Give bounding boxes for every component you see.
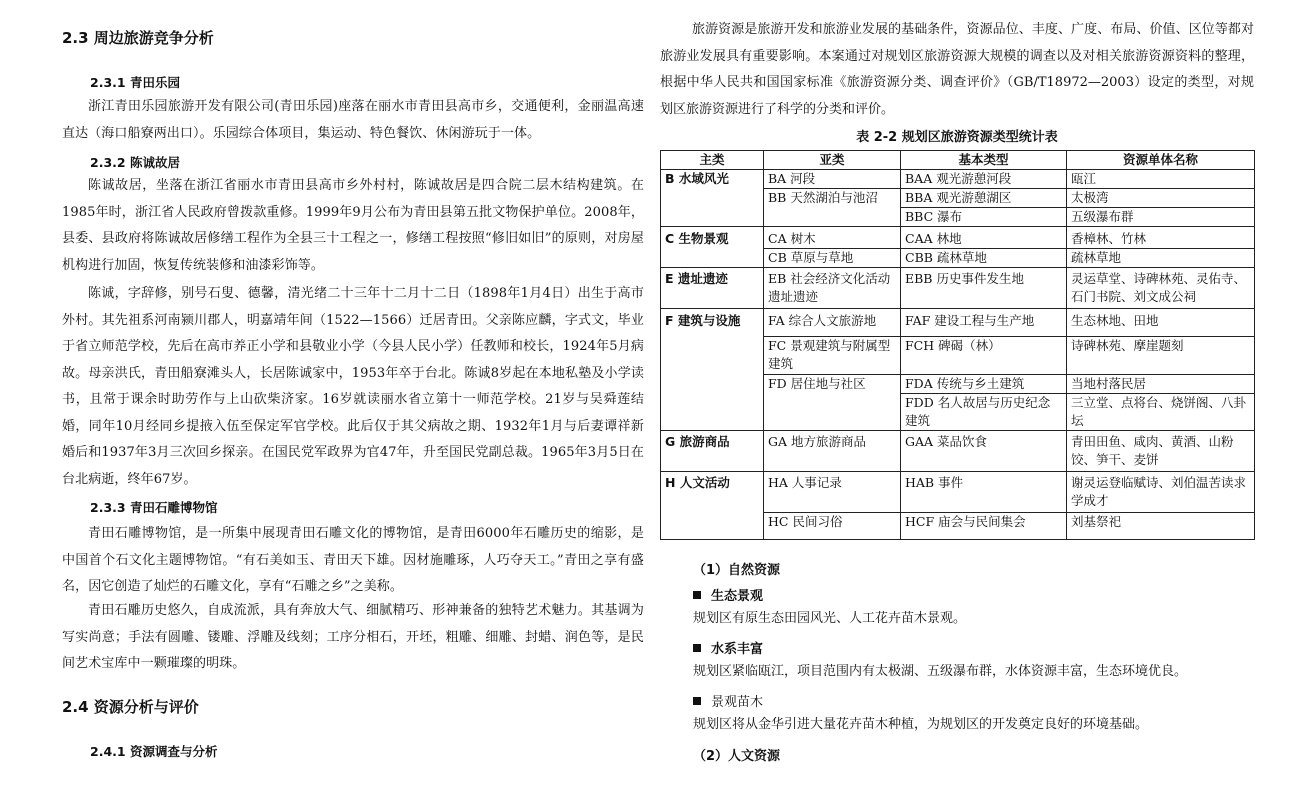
cell-name: 诗碑林苑、摩崖题刻 xyxy=(1067,337,1255,375)
cell-main: F 建筑与设施 xyxy=(661,309,764,431)
cell-main: C 生物景观 xyxy=(661,227,764,268)
square-bullet-icon xyxy=(693,697,701,705)
cell-name: 生态林地、田地 xyxy=(1067,309,1255,337)
cell-basic: FAF 建设工程与生产地 xyxy=(901,309,1067,337)
paragraph-stone-museum: 青田石雕博物馆，是一所集中展现青田石雕文化的博物馆，是青田6000年石雕历史的缩影，是中国首个石文化主题博物馆。“有石美如玉、青田天下雄。因材施雕琢，人巧夺天工。”青田之享有盛名，因它创造了灿烂的石雕文化，享有“石雕之乡”之美称。 xyxy=(62,526,644,594)
bullet-eco-landscape xyxy=(693,585,763,604)
section-heading-2-4: 2.4 资源分析与评价 xyxy=(62,698,199,716)
cell-name: 五级瀑布群 xyxy=(1067,208,1255,227)
cell-sub: CB 草原与草地 xyxy=(764,249,901,268)
cell-sub: HC 民间习俗 xyxy=(764,513,901,540)
cell-sub: FC 景观建筑与附属型建筑 xyxy=(764,337,901,375)
subsection-heading-2-4-1: 2.4.1 资源调查与分析 xyxy=(90,744,218,759)
cell-basic: FDA 传统与乡土建筑 xyxy=(901,375,1067,394)
table-row xyxy=(661,268,1255,309)
cell-main: B 水域风光 xyxy=(661,170,764,227)
eco-landscape-text: 规划区有原生态田园风光、人工花卉苗木景观。 xyxy=(693,611,967,626)
header-main-class: 主类 xyxy=(661,151,764,170)
cell-sub: BB 天然湖泊与池沼 xyxy=(764,189,901,227)
header-resource-name: 资源单体名称 xyxy=(1067,151,1255,170)
resource-type-table xyxy=(660,150,1255,540)
paragraph-chencheng-biography: 陈诚，字辞修，别号石叟、德馨，清光绪二十三年十二月十二日（1898年1月4日）出生于高市外村。其先祖系河南颍川郡人，明嘉靖年间（1522—1566）迁居青田。父亲陈应麟，字式文，毕业于省立师范学校，先后在高市养正小学和县敬业小学（今县人民小学）任教师和校长，1924年5月病故。母亲洪氏，青田船寮滩头人，长居陈诚家中，1953年卒于台北。陈诚8岁起在本地私塾及小学读书，且常于课余时助劳作与上山砍柴济家。16岁就读丽水省立第十一师范学校。21岁与吴舜莲结婚，同年10月经同乡提掖入伍至保定军官学校。此后仅于其父病故之期、1932年1月与后妻谭祥新婚后和1937年3月三次回乡探亲。在国民党军政界为官47年，升至国民党副总裁。1965年3月5日在台北病逝，终年67岁。 xyxy=(62,286,644,487)
cell-basic: CAA 林地 xyxy=(901,227,1067,249)
table-row xyxy=(661,309,1255,337)
bullet-title: 生态景观 xyxy=(711,589,764,604)
human-resource-heading: （2）人文资源 xyxy=(693,749,781,764)
cell-sub: CA 树木 xyxy=(764,227,901,249)
cell-basic: BAA 观光游憩河段 xyxy=(901,170,1067,189)
cell-name: 香樟林、竹林 xyxy=(1067,227,1255,249)
cell-name: 当地村落民居 xyxy=(1067,375,1255,394)
table-row xyxy=(661,431,1255,472)
water-system-text: 规划区紧临瓯江，项目范围内有太极湖、五级瀑布群，水体资源丰富，生态环境优良。 xyxy=(693,664,1188,679)
paragraph-qingtian-park: 浙江青田乐园旅游开发有限公司(青田乐园)座落在丽水市青田县高市乡，交通便利，金丽温高速直达（海口船寮两出口）。乐园综合体项目，集运动、特色餐饮、休闲游玩于一体。 xyxy=(62,99,644,141)
square-bullet-icon xyxy=(693,644,701,652)
cell-basic: GAA 菜品饮食 xyxy=(901,431,1067,472)
square-bullet-icon xyxy=(693,591,701,599)
cell-sub: FD 居住地与社区 xyxy=(764,375,901,431)
bullet-seedlings xyxy=(693,691,763,710)
subsection-heading-2-3-1: 2.3.1 青田乐园 xyxy=(90,75,180,90)
cell-main: E 遗址遗迹 xyxy=(661,268,764,309)
cell-main: G 旅游商品 xyxy=(661,431,764,472)
cell-name: 瓯江 xyxy=(1067,170,1255,189)
paragraph-chencheng-residence: 陈诚故居，坐落在浙江省丽水市青田县高市乡外村村，陈诚故居是四合院二层木结构建筑。在1985年时，浙江省人民政府曾拨款重修。1999年9月公布为青田县第五批文物保护单位。2008年，县委、县政府将陈诚故居修缮工程作为全县三十工程之一，修缮工程按照“修旧如旧”的原则，对房屋机构进行加固，恢复传统装修和油漆彩饰等。 xyxy=(62,178,644,273)
table-row xyxy=(661,472,1255,513)
cell-main: H 人文活动 xyxy=(661,472,764,540)
paragraph-stone-carving-history: 青田石雕历史悠久，自成流派，具有奔放大气、细腻精巧、形神兼备的独特艺术魅力。其基调为写实尚意；手法有圆雕、镂雕、浮雕及线刻；工序分相石，开坯，粗雕、细雕、封蜡、润色等，是民间艺术宝库中一颗璀璨的明珠。 xyxy=(62,603,644,671)
table-header-row xyxy=(661,151,1255,170)
cell-name: 太极湾 xyxy=(1067,189,1255,208)
cell-basic: FDD 名人故居与历史纪念建筑 xyxy=(901,394,1067,431)
section-heading-2-3: 2.3 周边旅游竞争分析 xyxy=(62,29,214,47)
cell-sub: HA 人事记录 xyxy=(764,472,901,513)
natural-resource-heading: （1）自然资源 xyxy=(693,563,781,578)
paragraph-resource-intro: 旅游资源是旅游开发和旅游业发展的基础条件，资源品位、丰度、广度、布局、价值、区位等都对旅游业发展具有重要影响。本案通过对规划区旅游资源大规模的调查以及对相关旅游资源资料的整理，根据中华人民共和国国家标准《旅游资源分类、调查评价》（GB/T18972—2003）设定的类型，对规划区旅游资源进行了科学的分类和评价。 xyxy=(660,22,1254,117)
cell-sub: BA 河段 xyxy=(764,170,901,189)
cell-name: 刘基祭祀 xyxy=(1067,513,1255,540)
cell-basic: BBA 观光游憩湖区 xyxy=(901,189,1067,208)
cell-basic: HCF 庙会与民间集会 xyxy=(901,513,1067,540)
cell-sub: FA 综合人文旅游地 xyxy=(764,309,901,337)
cell-basic: FCH 碑碣（林） xyxy=(901,337,1067,375)
table-row xyxy=(661,170,1255,189)
cell-name: 谢灵运登临赋诗、刘伯温苦读求学成才 xyxy=(1067,472,1255,513)
table-row xyxy=(661,227,1255,249)
cell-basic: BBC 瀑布 xyxy=(901,208,1067,227)
header-basic-type: 基本类型 xyxy=(901,151,1067,170)
subsection-heading-2-3-3: 2.3.3 青田石雕博物馆 xyxy=(90,500,218,515)
cell-sub: EB 社会经济文化活动遗址遗迹 xyxy=(764,268,901,309)
bullet-water-system xyxy=(693,638,763,657)
table-caption: 表 2-2 规划区旅游资源类型统计表 xyxy=(856,130,1058,145)
cell-name: 疏林草地 xyxy=(1067,249,1255,268)
bullet-title: 景观苗木 xyxy=(711,695,764,710)
cell-basic: HAB 事件 xyxy=(901,472,1067,513)
bullet-title: 水系丰富 xyxy=(711,642,764,657)
cell-name: 三立堂、点将台、烧饼阁、八卦坛 xyxy=(1067,394,1255,431)
header-sub-class: 亚类 xyxy=(764,151,901,170)
cell-basic: EBB 历史事件发生地 xyxy=(901,268,1067,309)
cell-basic: CBB 疏林草地 xyxy=(901,249,1067,268)
cell-name: 灵运草堂、诗碑林苑、灵佑寺、石门书院、刘文成公祠 xyxy=(1067,268,1255,309)
seedlings-text: 规划区将从金华引进大量花卉苗木种植，为规划区的开发奠定良好的环境基础。 xyxy=(693,717,1149,732)
cell-sub: GA 地方旅游商品 xyxy=(764,431,901,472)
subsection-heading-2-3-2: 2.3.2 陈诚故居 xyxy=(90,155,180,170)
cell-name: 青田田鱼、咸肉、黄酒、山粉饺、笋干、麦饼 xyxy=(1067,431,1255,472)
